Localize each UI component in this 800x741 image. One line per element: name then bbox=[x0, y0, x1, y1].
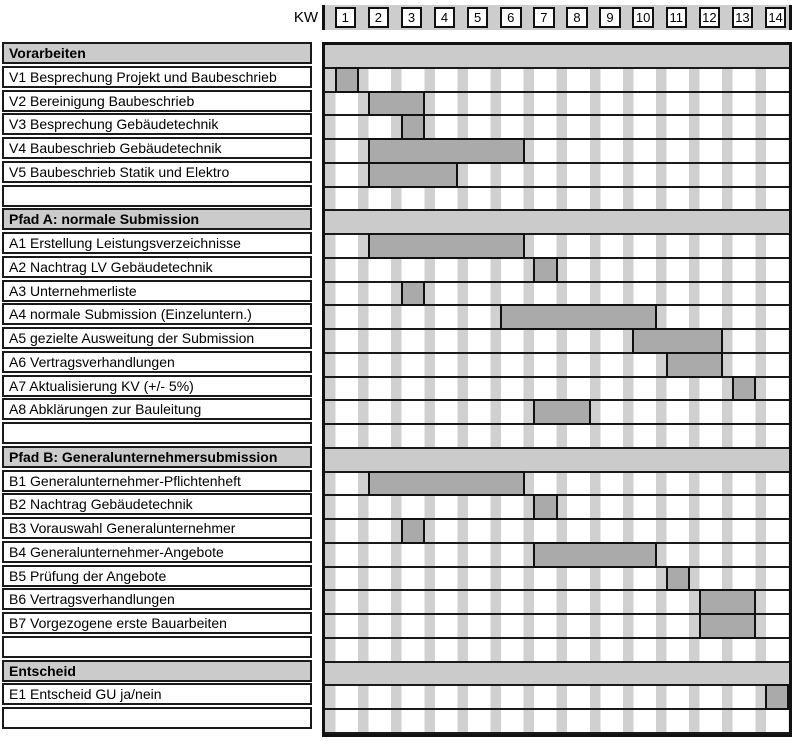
task-row bbox=[2, 303, 312, 325]
gantt-bar bbox=[368, 138, 525, 164]
section-header-row bbox=[2, 660, 312, 682]
task-label: B2 Nachtrag Gebäudetechnik bbox=[9, 496, 193, 513]
gantt-bar bbox=[666, 566, 691, 592]
timeline-row bbox=[325, 69, 789, 93]
task-label: A8 Abklärungen zur Bauleitung bbox=[9, 401, 202, 418]
gantt-bar bbox=[500, 304, 657, 330]
timeline-section-band bbox=[325, 449, 789, 473]
section-header-row bbox=[2, 208, 312, 230]
gantt-bar bbox=[732, 376, 757, 402]
week-number-box: 12 bbox=[699, 7, 721, 28]
task-label: B5 Prüfung der Angebote bbox=[9, 567, 167, 584]
task-row bbox=[2, 398, 312, 420]
gantt-bar bbox=[368, 233, 525, 259]
gantt-bar bbox=[765, 684, 790, 710]
week-number-box: 10 bbox=[632, 7, 654, 28]
task-row bbox=[2, 470, 312, 492]
task-name-column bbox=[2, 42, 312, 738]
gantt-bar bbox=[699, 613, 757, 639]
week-number-box: 5 bbox=[467, 7, 489, 28]
task-label: A7 Aktualisierung KV (+/- 5%) bbox=[9, 377, 194, 394]
task-label: B4 Generalunternehmer-Angebote bbox=[9, 543, 224, 560]
gantt-bar bbox=[699, 589, 757, 615]
gantt-bar bbox=[666, 352, 724, 378]
task-row bbox=[2, 565, 312, 587]
week-number-box: 9 bbox=[599, 7, 621, 28]
gantt-bar bbox=[401, 281, 426, 307]
week-number-box: 8 bbox=[566, 7, 588, 28]
task-label: V3 Besprechung Gebäudetechnik bbox=[9, 116, 219, 133]
gantt-bar bbox=[533, 399, 591, 425]
gantt-bar bbox=[533, 494, 558, 520]
task-row bbox=[2, 612, 312, 634]
task-label: A6 Vertragsverhandlungen bbox=[9, 353, 175, 370]
week-number-box: 6 bbox=[500, 7, 522, 28]
week-number-box: 7 bbox=[533, 7, 555, 28]
task-label: B1 Generalunternehmer-Pflichtenheft bbox=[9, 472, 241, 489]
task-row bbox=[2, 90, 312, 112]
timeline-row bbox=[325, 116, 789, 140]
section-header-row bbox=[2, 446, 312, 468]
timeline-section-band bbox=[325, 211, 789, 235]
timeline-row bbox=[325, 639, 789, 663]
task-label: A3 Unternehmerliste bbox=[9, 282, 137, 299]
timeline-row bbox=[325, 235, 789, 259]
timeline-row bbox=[325, 188, 789, 212]
week-number-box: 11 bbox=[666, 7, 688, 28]
timeline-row bbox=[325, 164, 789, 188]
section-title: Entscheid bbox=[9, 662, 76, 679]
task-label: A5 gezielte Ausweitung der Submission bbox=[9, 330, 255, 346]
gantt-bar bbox=[401, 114, 426, 140]
task-label: V2 Bereinigung Baubeschrieb bbox=[9, 92, 195, 109]
timeline-row bbox=[325, 425, 789, 449]
task-row bbox=[2, 137, 312, 159]
section-title: Pfad A: normale Submission bbox=[9, 211, 200, 228]
week-number-box: 1 bbox=[335, 7, 357, 28]
section-title: Vorarbeiten bbox=[9, 45, 86, 61]
task-label: V4 Baubeschrieb Gebäudetechnik bbox=[9, 140, 222, 156]
gantt-bar bbox=[632, 328, 723, 354]
task-label: A1 Erstellung Leistungsverzeichnisse bbox=[9, 235, 241, 251]
timeline-row bbox=[325, 283, 789, 307]
gantt-bar bbox=[368, 471, 525, 497]
task-label: A4 normale Submission (Einzeluntern.) bbox=[9, 306, 252, 323]
timeline-row bbox=[325, 615, 789, 639]
gantt-bar bbox=[533, 257, 558, 283]
task-label: A2 Nachtrag LV Gebäudetechnik bbox=[9, 258, 213, 275]
task-label: B3 Vorauswahl Generalunternehmer bbox=[9, 520, 236, 536]
task-row bbox=[2, 683, 312, 705]
task-row bbox=[2, 256, 312, 278]
section-title: Pfad B: Generalunternehmersubmission bbox=[9, 448, 278, 465]
week-number-box: 14 bbox=[765, 7, 787, 28]
task-row bbox=[2, 66, 312, 88]
timeline-section-band bbox=[325, 45, 789, 69]
timeline-row bbox=[325, 378, 789, 402]
task-row bbox=[2, 113, 312, 135]
section-header-row bbox=[2, 42, 312, 64]
task-row bbox=[2, 541, 312, 563]
gantt-bar bbox=[533, 542, 657, 568]
gantt-bar bbox=[368, 91, 426, 117]
task-row bbox=[2, 327, 312, 349]
timeline-row bbox=[325, 354, 789, 378]
task-label: B6 Vertragsverhandlungen bbox=[9, 591, 175, 608]
spacer-row bbox=[2, 422, 312, 444]
task-label: B7 Vorgezogene erste Bauarbeiten bbox=[9, 615, 227, 631]
task-label: V5 Baubeschrieb Statik und Elektro bbox=[9, 163, 230, 180]
gantt-bar bbox=[335, 67, 360, 93]
spacer-row bbox=[2, 636, 312, 658]
task-row bbox=[2, 161, 312, 183]
timeline-row bbox=[325, 306, 789, 330]
task-row bbox=[2, 588, 312, 610]
spacer-row bbox=[2, 185, 312, 207]
task-row bbox=[2, 280, 312, 302]
task-row bbox=[2, 232, 312, 254]
task-label: V1 Besprechung Projekt und Baubeschrieb bbox=[9, 68, 277, 85]
timeline-row bbox=[325, 568, 789, 592]
task-row bbox=[2, 351, 312, 373]
week-number-box: 3 bbox=[401, 7, 423, 28]
timeline-section-band bbox=[325, 663, 789, 687]
spacer-row bbox=[2, 707, 312, 729]
task-row bbox=[2, 517, 312, 539]
timeline-row bbox=[325, 473, 789, 497]
gantt-bar bbox=[401, 518, 426, 544]
week-number-box: 13 bbox=[732, 7, 754, 28]
week-header-band bbox=[322, 5, 792, 30]
timeline-row bbox=[325, 496, 789, 520]
timeline-row bbox=[325, 140, 789, 164]
timeline-row bbox=[325, 544, 789, 568]
timeline-row bbox=[325, 686, 789, 710]
task-label: E1 Entscheid GU ja/nein bbox=[9, 686, 162, 703]
task-row bbox=[2, 493, 312, 515]
timeline-row bbox=[325, 591, 789, 615]
task-row bbox=[2, 375, 312, 397]
timeline-row bbox=[325, 259, 789, 283]
week-number-box: 4 bbox=[434, 7, 456, 28]
timeline-row bbox=[325, 401, 789, 425]
timeline-row bbox=[325, 93, 789, 117]
timeline-grid bbox=[322, 42, 792, 737]
timeline-row bbox=[325, 520, 789, 544]
week-axis-label: KW bbox=[293, 9, 318, 26]
gantt-bar bbox=[368, 162, 459, 188]
timeline-row bbox=[325, 710, 789, 734]
timeline-row bbox=[325, 330, 789, 354]
week-number-box: 2 bbox=[368, 7, 390, 28]
